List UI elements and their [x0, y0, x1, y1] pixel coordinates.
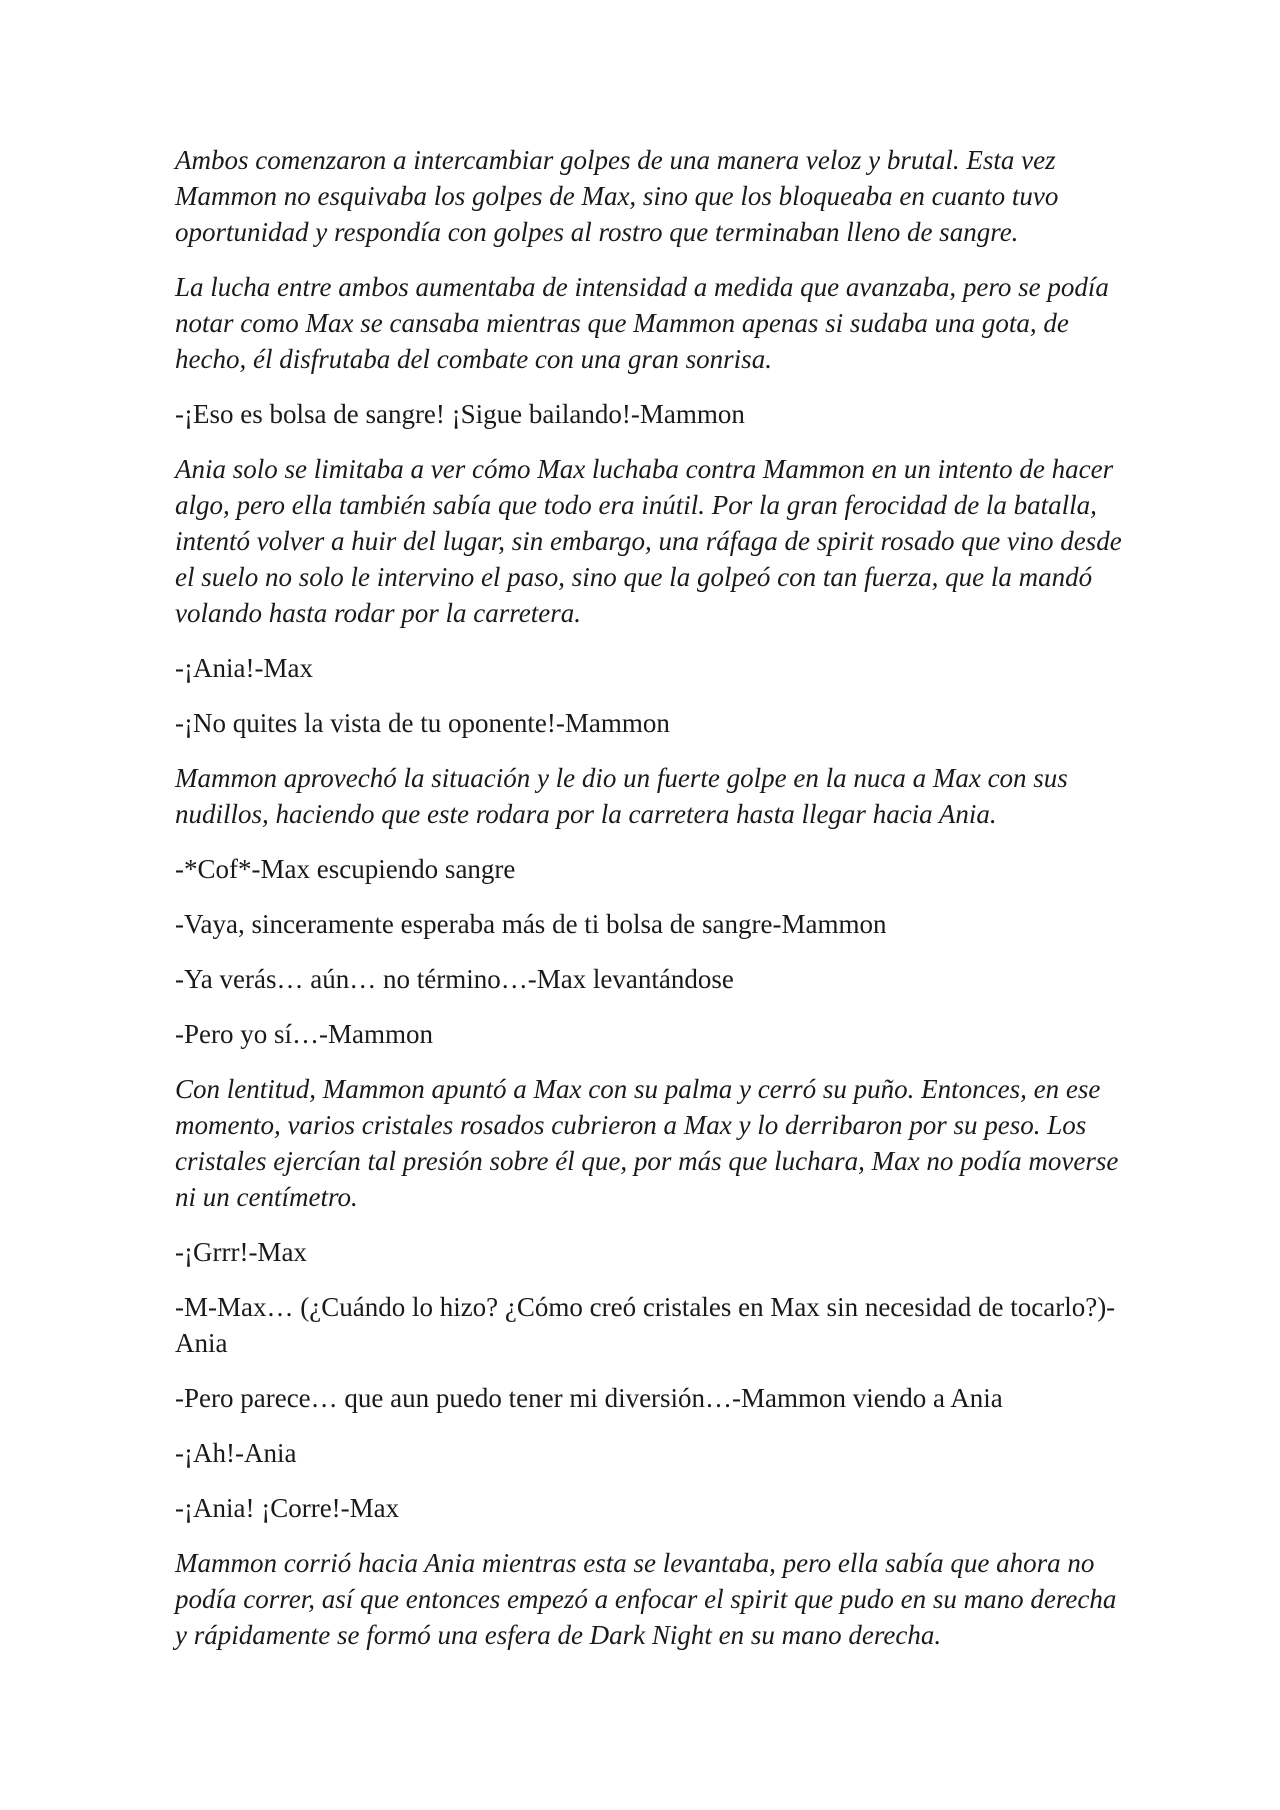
- paragraph-narration: [175, 760, 1110, 832]
- text-line: -Pero parece… que aun puedo tener mi diversión…-Mammon viendo a Ania: [175, 1383, 1003, 1413]
- text-line: -¡Ania! ¡Corre!-Max: [175, 1493, 400, 1523]
- paragraph-dialogue: [175, 961, 1110, 997]
- text-line: intentó volver a huir del lugar, sin embargo, una ráfaga de spirit rosado que vino desde: [175, 526, 1122, 556]
- text-content: [175, 142, 1122, 1672]
- text-line: -¡No quites la vista de tu oponente!-Mammon: [175, 708, 670, 738]
- text-line: Mammon corrió hacia Ania mientras esta se levantaba, pero ella sabía que ahora no: [175, 1548, 1095, 1578]
- text-line: Ania: [175, 1328, 228, 1358]
- paragraph-dialogue: [175, 1234, 1110, 1270]
- text-line: nudillos, haciendo que este rodara por la carretera hasta llegar hacia Ania.: [175, 799, 997, 829]
- paragraph-narration: [175, 269, 1110, 377]
- paragraph-dialogue: [175, 1435, 1110, 1471]
- text-line: momento, varios cristales rosados cubrieron a Max y lo derribaron por su peso. Los: [175, 1110, 1087, 1140]
- paragraph-dialogue: [175, 906, 1110, 942]
- text-line: -¡Ah!-Ania: [175, 1438, 297, 1468]
- paragraph-narration: [175, 1545, 1117, 1653]
- paragraph-dialogue: [175, 1016, 1110, 1052]
- paragraph-narration: [175, 451, 1122, 631]
- paragraph-dialogue: [175, 396, 1110, 432]
- text-line: -Ya verás… aún… no término…-Max levantándose: [175, 964, 734, 994]
- text-line: el suelo no solo le intervino el paso, sino que la golpeó con tan fuerza, que la mandó: [175, 562, 1093, 592]
- paragraph-narration: [175, 142, 1110, 250]
- text-line: Con lentitud, Mammon apuntó a Max con su palma y cerró su puño. Entonces, en ese: [175, 1074, 1101, 1104]
- text-line: algo, pero ella también sabía que todo era inútil. Por la gran ferocidad de la batalla,: [175, 490, 1097, 520]
- text-line: notar como Max se cansaba mientras que Mammon apenas si sudaba una gota, de: [175, 308, 1069, 338]
- text-line: ni un centímetro.: [175, 1182, 358, 1212]
- paragraph-dialogue: [175, 650, 1110, 686]
- paragraph-dialogue: [175, 1289, 1116, 1361]
- text-line: oportunidad y respondía con golpes al rostro que terminaban lleno de sangre.: [175, 217, 1019, 247]
- text-line: Mammon no esquivaba los golpes de Max, sino que los bloqueaba en cuanto tuvo: [175, 181, 1059, 211]
- paragraph-dialogue: [175, 1380, 1110, 1416]
- paragraph-narration: [175, 1071, 1119, 1215]
- paragraph-dialogue: [175, 1490, 1110, 1526]
- text-line: hecho, él disfrutaba del combate con una gran sonrisa.: [175, 344, 772, 374]
- text-line: podía correr, así que entonces empezó a enfocar el spirit que pudo en su mano derecha: [175, 1584, 1117, 1614]
- paragraph-dialogue: [175, 705, 1110, 741]
- text-line: Ambos comenzaron a intercambiar golpes de una manera veloz y brutal. Esta vez: [175, 145, 1056, 175]
- text-line: y rápidamente se formó una esfera de Dark Night en su mano derecha.: [175, 1620, 942, 1650]
- text-line: Ania solo se limitaba a ver cómo Max luchaba contra Mammon en un intento de hacer: [175, 454, 1114, 484]
- text-line: -¡Grrr!-Max: [175, 1237, 307, 1267]
- text-line: volando hasta rodar por la carretera.: [175, 598, 581, 628]
- text-line: -*Cof*-Max escupiendo sangre: [175, 854, 516, 884]
- text-line: -M-Max… (¿Cuándo lo hizo? ¿Cómo creó cristales en Max sin necesidad de tocarlo?)-: [175, 1292, 1116, 1322]
- paragraph-dialogue: [175, 851, 1110, 887]
- text-line: cristales ejercían tal presión sobre él que, por más que luchara, Max no podía moverse: [175, 1146, 1119, 1176]
- text-line: -Pero yo sí…-Mammon: [175, 1019, 433, 1049]
- text-line: -¡Eso es bolsa de sangre! ¡Sigue bailando!-Mammon: [175, 399, 745, 429]
- text-line: Mammon aprovechó la situación y le dio un fuerte golpe en la nuca a Max con sus: [175, 763, 1068, 793]
- text-line: La lucha entre ambos aumentaba de intensidad a medida que avanzaba, pero se podía: [175, 272, 1109, 302]
- text-line: -Vaya, sinceramente esperaba más de ti bolsa de sangre-Mammon: [175, 909, 887, 939]
- text-line: -¡Ania!-Max: [175, 653, 313, 683]
